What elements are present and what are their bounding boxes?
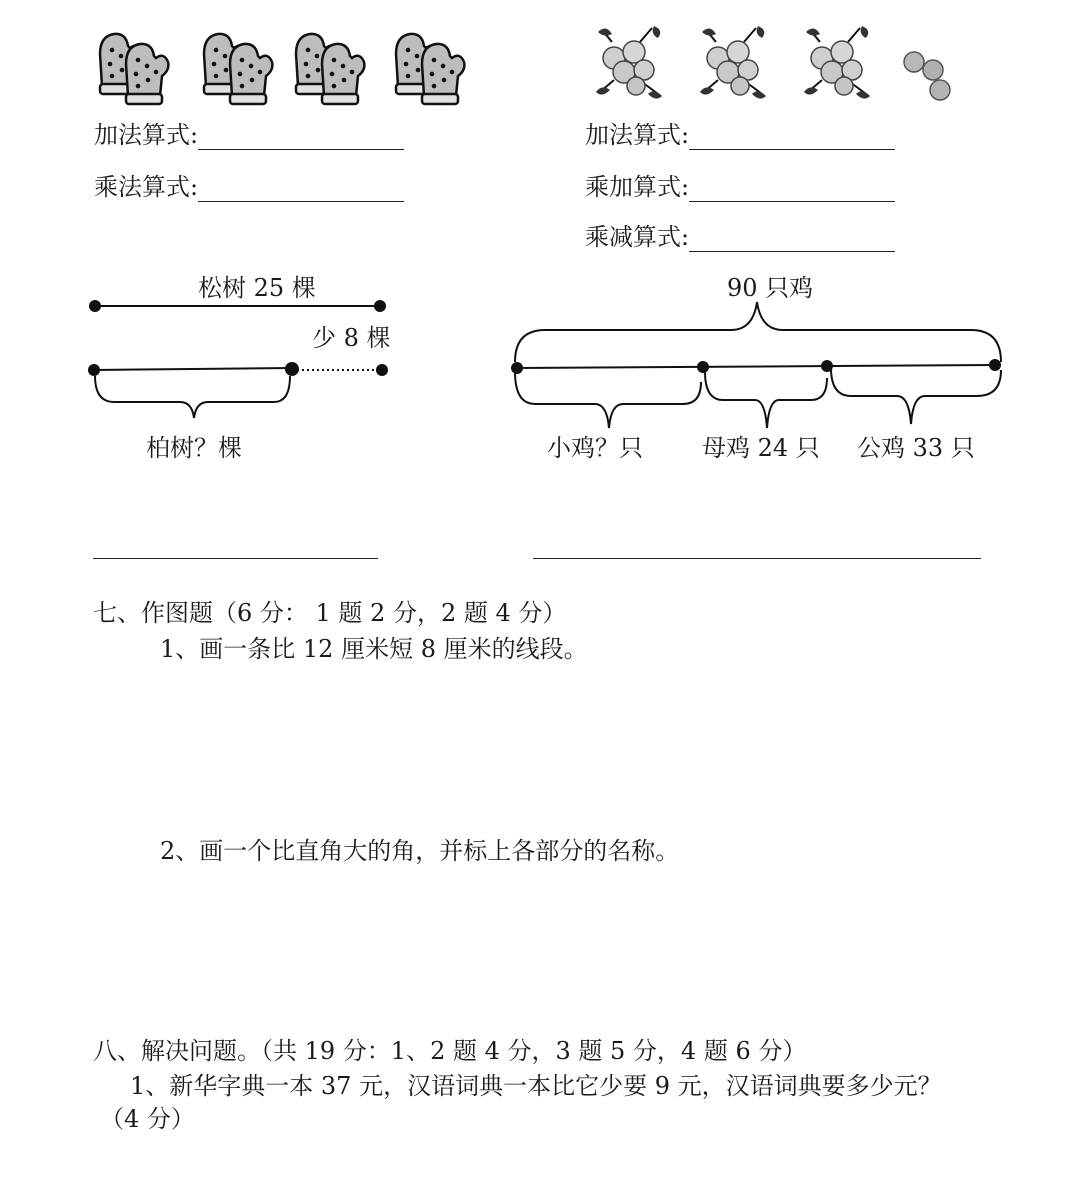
roosters-label: 公鸡 33 只 bbox=[857, 434, 975, 462]
cypress-label: 柏树？棵 bbox=[146, 434, 242, 462]
drawing-area-2[interactable] bbox=[93, 874, 993, 1024]
section-7-question-2: 2、画一个比直角大的角，并标上各部分的名称。 bbox=[160, 837, 680, 865]
hens-brace bbox=[705, 372, 827, 428]
apple-branch-3 bbox=[804, 26, 870, 99]
tree-answer-line[interactable] bbox=[93, 558, 378, 559]
roosters-brace bbox=[831, 368, 1001, 424]
pine-label: 松树 25 棵 bbox=[198, 274, 316, 302]
difference-label: 少 8 棵 bbox=[312, 324, 391, 352]
chicken-line-diagram bbox=[505, 268, 1015, 468]
apple-branch-1 bbox=[596, 26, 662, 99]
mitten-pair-3 bbox=[296, 34, 364, 104]
right-addition-answer-blank[interactable] bbox=[689, 123, 895, 150]
right-mul-add-formula: 乘加算式: bbox=[585, 172, 895, 202]
section-7-heading: 七、作图题（6 分： 1 题 2 分，2 题 4 分） bbox=[93, 599, 567, 627]
left-addition-answer-blank[interactable] bbox=[198, 123, 404, 150]
mitten-pair-4 bbox=[396, 34, 464, 104]
apples-picture bbox=[588, 18, 978, 108]
section-8-question-1: 1、新华字典一本 37 元，汉语词典一本比它少要 9 元，汉语词典要多少元？ bbox=[130, 1072, 942, 1100]
left-multiplication-formula: 乘法算式: bbox=[94, 172, 404, 202]
section-7-question-1: 1、画一条比 12 厘米短 8 厘米的线段。 bbox=[160, 635, 588, 663]
total-chickens-label: 90 只鸡 bbox=[727, 274, 814, 302]
section-8-question-1-score: （4 分） bbox=[100, 1105, 195, 1133]
cypress-segment bbox=[94, 368, 292, 370]
right-mul-add-answer-blank[interactable] bbox=[689, 175, 895, 202]
chicks-brace bbox=[515, 372, 701, 428]
cypress-brace bbox=[95, 376, 290, 418]
right-addition-formula: 加法算式: bbox=[585, 120, 895, 150]
hens-label: 母鸡 24 只 bbox=[702, 434, 820, 462]
chicks-label: 小鸡？只 bbox=[547, 434, 643, 462]
mittens-picture bbox=[88, 26, 468, 106]
mitten-pair-1 bbox=[100, 34, 168, 104]
loose-apples bbox=[904, 52, 950, 100]
answer-area-section-8[interactable] bbox=[93, 1140, 993, 1195]
tree-line-diagram bbox=[80, 268, 410, 468]
right-mul-sub-answer-blank[interactable] bbox=[689, 225, 895, 252]
drawing-area-1[interactable] bbox=[93, 672, 993, 822]
chicken-answer-line[interactable] bbox=[533, 558, 981, 559]
chicken-segment bbox=[517, 365, 995, 368]
apple-branch-2 bbox=[700, 26, 766, 99]
right-mul-sub-formula: 乘减算式: bbox=[585, 222, 895, 252]
total-brace bbox=[515, 302, 1001, 362]
section-8-heading: 八、解决问题。（共 19 分：1、2 题 4 分，3 题 5 分，4 题 6 分） bbox=[93, 1037, 807, 1065]
mitten-pair-2 bbox=[204, 34, 272, 104]
left-addition-formula: 加法算式: bbox=[94, 120, 404, 150]
left-multiplication-answer-blank[interactable] bbox=[198, 175, 404, 202]
